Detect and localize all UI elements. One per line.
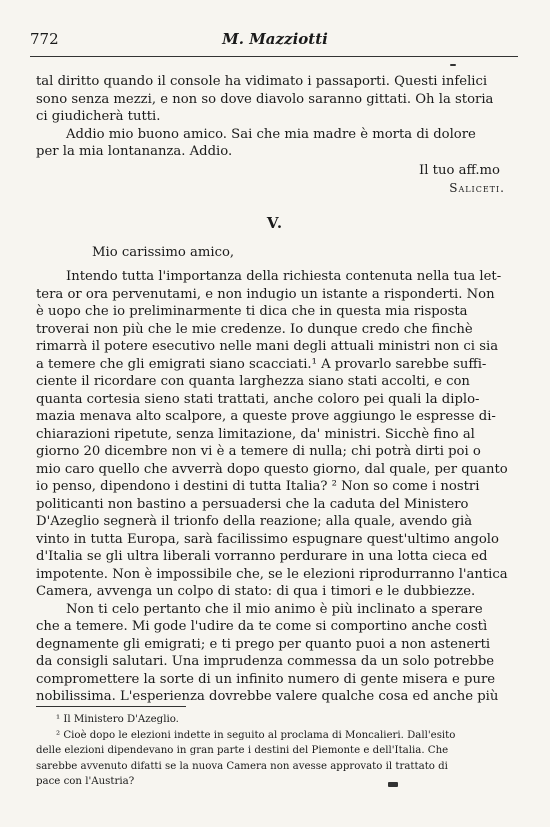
page-number: 772 — [30, 30, 59, 48]
letter-line: d'Italia se gli ultra liberali vorranno perdurare in una lotta cieca ed — [36, 549, 488, 564]
letter-line: nobilissima. L'esperienza dovrebbe valere qualche cosa ed anche più — [36, 689, 499, 704]
letter-line: è uopo che io preliminarmente ti dica che in questa mia risposta — [36, 304, 468, 319]
top-block — [36, 73, 514, 161]
text-line: tal diritto quando il console ha vidimato i passaporti. Questi infelici — [36, 74, 488, 89]
letter-line: che a temere. Mi gode l'udire da te come si comportino anche costì — [36, 619, 488, 634]
running-head: M. Mazziotti — [222, 30, 328, 48]
text-line: Addio mio buono amico. Sai che mia madre è morta di dolore — [66, 126, 476, 142]
letter-line: Intendo tutta l'importanza della richiesta contenuta nella tua let- — [66, 269, 502, 284]
footnote-line: delle elezioni dipendevano in gran parte i destini del Piemonte e dell'Italia. Che — [36, 745, 449, 756]
letter-line: impotente. Non è impossibile che, se le elezioni riprodurranno l'antica — [36, 566, 508, 582]
letter-line: rimarrà il potere esecutivo nelle mani degli attuali ministri non ci sia — [36, 339, 499, 354]
section-number: V. — [266, 214, 284, 232]
footnote-line: sarebbe avvenuto difatti se la nuova Camera non avesse approvato il trattato di — [36, 760, 448, 772]
letter-line: mazia menava alto scalpore, a queste prove aggiungo le espresse di- — [36, 409, 496, 424]
letter-line: tera or ora pervenutami, e non indugio un istante a risponderti. Non — [36, 286, 495, 302]
signature-name: Saliceti. — [449, 181, 505, 195]
letter-body — [36, 268, 514, 706]
text-line: ci giudicherà tutti. — [36, 109, 161, 124]
footnote-line: pace con l'Austria? — [36, 776, 135, 787]
letter-line: Non ti celo pertanto che il mio animo è più inclinato a sperare — [66, 601, 483, 617]
letter-line: io penso, dipendono i destini di tutta Italia? ² Non so come i nostri — [36, 479, 480, 494]
footnote-rule — [36, 706, 186, 707]
footnote-line: ² Cioè dopo le elezioni indette in seguito al proclama di Moncalieri. Dall'esito — [56, 729, 456, 741]
letter-line: troverai non più che le mie credenze. Io dunque credo che finchè — [36, 321, 473, 337]
header-rule — [30, 56, 518, 57]
letter-line: Camera, avvenga un colpo di stato: di qua i timori e le dubbiezze. — [36, 584, 476, 599]
footnotes — [36, 712, 512, 790]
salutation: Mio carissimo amico, — [92, 245, 235, 260]
page-header — [30, 30, 520, 52]
print-smudge — [450, 64, 456, 66]
letter-line: mio caro quello che avverrà dopo questo giorno, dal quale, per quanto — [36, 461, 508, 477]
letter-line: giorno 20 dicembre non vi è a temere di nulla; chi potrà dirti poi o — [36, 444, 481, 459]
letter-line: politicanti non bastino a persuadersi che la caduta del Ministero — [36, 496, 469, 512]
letter-line: degnamente gli emigrati; e ti prego per quanto puoi a non astenerti — [36, 636, 491, 652]
letter-line: chiarazioni ripetute, senza limitazione, da' ministri. Sicchè fino al — [36, 426, 475, 442]
text-line: per la mia lontananza. Addio. — [36, 144, 233, 159]
letter-line: ciente il ricordare con quanta larghezza siano stati accolti, e con — [36, 374, 470, 389]
print-smudge — [388, 782, 398, 787]
letter-line: quanta cortesia sieno stati trattati, anche coloro pei quali la diplo- — [36, 391, 480, 407]
letter-line: a temere che gli emigrati siano scacciati.¹ A provarlo sarebbe suffi- — [36, 356, 487, 372]
letter-line: da consigli salutari. Una imprudenza commessa da un solo potrebbe — [36, 654, 495, 669]
signature-closing: Il tuo aff.mo — [419, 163, 500, 178]
letter-line: D'Azeglio segnerà il trionfo della reazione; alla quale, avendo già — [36, 514, 473, 529]
text-line: sono senza mezzi, e non so dove diavolo saranno gittati. Oh la storia — [36, 91, 494, 107]
footnote-line: ¹ Il Ministero D'Azeglio. — [56, 714, 179, 725]
letter-line: vinto in tutta Europa, sarà facilissimo espugnare quest'ultimo angolo — [36, 531, 499, 547]
letter-line: compromettere la sorte di un infinito numero di gente misera e pure — [36, 671, 496, 687]
